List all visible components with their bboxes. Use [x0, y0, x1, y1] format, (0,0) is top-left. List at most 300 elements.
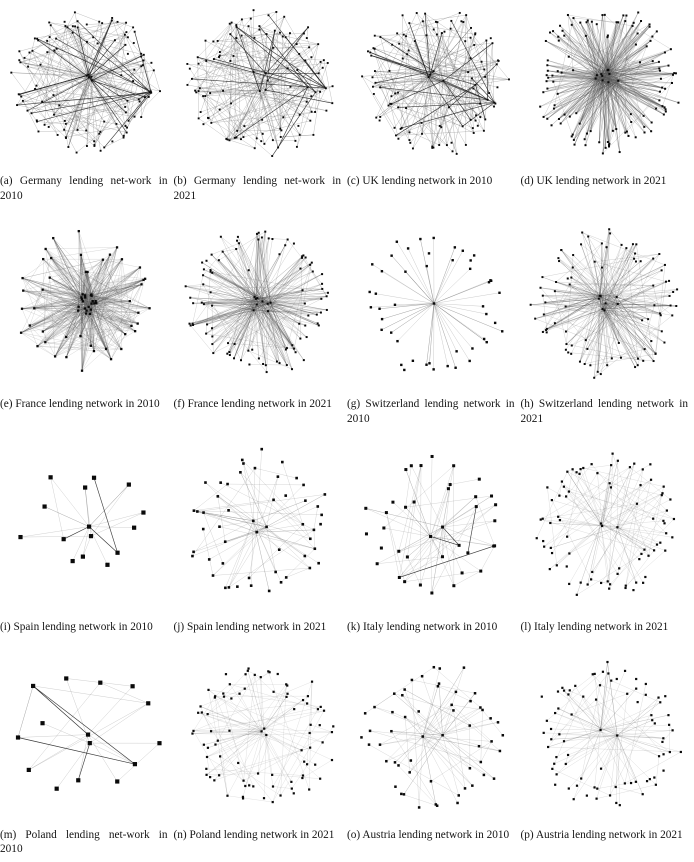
- graph-node: [441, 32, 443, 34]
- graph-node: [651, 719, 653, 721]
- graph-node: [295, 351, 297, 353]
- graph-node: [213, 58, 215, 60]
- graph-node: [669, 295, 671, 297]
- graph-node: [87, 306, 89, 308]
- graph-node: [566, 565, 568, 567]
- graph-node: [608, 672, 610, 674]
- graph-node: [198, 90, 200, 92]
- graph-node: [385, 511, 388, 514]
- graph-node: [567, 277, 569, 279]
- graph-node: [265, 72, 267, 74]
- graph-node: [286, 364, 288, 366]
- caption-e-text: (e) France lending network in 2010: [0, 397, 160, 410]
- graph-node: [436, 34, 438, 36]
- network-panel-n: [174, 654, 348, 819]
- graph-node: [215, 743, 217, 745]
- graph-node: [635, 581, 637, 583]
- caption-m-text: (m) Poland lending net-work in 2010: [0, 828, 168, 856]
- graph-node: [110, 358, 112, 360]
- graph-node: [55, 38, 57, 40]
- graph-node: [65, 356, 67, 358]
- graph-node: [644, 126, 646, 128]
- graph-node: [273, 47, 275, 49]
- graph-node: [303, 483, 306, 486]
- graph-node: [616, 128, 618, 130]
- graph-node: [105, 562, 109, 566]
- graph-node: [111, 17, 113, 19]
- graph-node: [314, 547, 317, 550]
- graph-node: [558, 118, 560, 120]
- graph-node: [240, 359, 242, 361]
- graph-node: [309, 537, 312, 540]
- graph-node: [625, 20, 627, 22]
- graph-node: [563, 485, 565, 487]
- graph-node: [136, 322, 138, 324]
- graph-node: [672, 314, 674, 316]
- graph-node: [609, 583, 611, 585]
- graph-node: [322, 288, 324, 290]
- graph-node: [302, 289, 304, 291]
- graph-node: [456, 801, 459, 804]
- graph-node: [610, 679, 612, 681]
- graph-node: [405, 107, 407, 109]
- graph-node: [607, 660, 609, 662]
- graph-node: [48, 276, 50, 278]
- graph-node: [137, 311, 139, 313]
- graph-node: [469, 699, 472, 702]
- graph-node: [373, 705, 376, 708]
- graph-node: [259, 90, 261, 92]
- graph-node: [546, 331, 548, 333]
- network-panel-k: [347, 446, 521, 611]
- graph-node: [551, 767, 553, 769]
- graph-node: [547, 486, 549, 488]
- graph-node: [298, 323, 300, 325]
- graph-node: [639, 61, 641, 63]
- graph-node: [579, 472, 581, 474]
- graph-node: [141, 510, 145, 514]
- graph-node: [536, 537, 538, 539]
- caption-p: [521, 828, 694, 858]
- graph-node: [479, 103, 481, 105]
- graph-node: [647, 318, 649, 320]
- graph-node: [609, 794, 611, 796]
- graph-node: [429, 74, 431, 76]
- graph-node: [266, 371, 268, 373]
- graph-node: [634, 366, 636, 368]
- graph-node: [579, 360, 581, 362]
- graph-node: [319, 777, 321, 779]
- graph-node: [642, 793, 644, 795]
- graph-node: [609, 482, 611, 484]
- graph-node: [374, 292, 376, 294]
- graph-node: [222, 692, 224, 694]
- graph-node: [304, 499, 307, 502]
- graph-node: [404, 270, 406, 272]
- graph-node: [303, 760, 305, 762]
- graph-node: [265, 89, 267, 91]
- graph-node: [612, 130, 614, 132]
- graph-node: [206, 60, 208, 62]
- graph-node: [441, 525, 444, 528]
- graph-node: [298, 125, 300, 127]
- graph-node: [23, 57, 25, 59]
- graph-node: [132, 525, 136, 529]
- graph-node: [650, 40, 652, 42]
- graph-node: [591, 463, 593, 465]
- graph-node: [635, 260, 637, 262]
- graph-node: [279, 253, 281, 255]
- graph-node: [498, 749, 501, 752]
- network-graph-m: [1, 654, 173, 819]
- graph-node: [540, 287, 542, 289]
- graph-node: [202, 527, 205, 530]
- graph-node: [616, 677, 618, 679]
- network-graph-p: [521, 654, 693, 819]
- graph-node: [72, 25, 74, 27]
- graph-node: [594, 672, 596, 674]
- graph-node: [549, 521, 551, 523]
- graph-node: [303, 33, 305, 35]
- graph-node: [644, 548, 646, 550]
- graph-node: [470, 27, 472, 29]
- graph-node: [39, 64, 41, 66]
- graph-node: [391, 500, 394, 503]
- graph-node: [680, 750, 682, 752]
- graph-node: [617, 80, 619, 82]
- graph-node: [203, 303, 205, 305]
- graph-node: [64, 676, 68, 680]
- graph-node: [127, 482, 131, 486]
- graph-node: [319, 91, 321, 93]
- graph-node: [48, 36, 50, 38]
- graph-node: [81, 369, 83, 371]
- graph-node: [407, 247, 409, 249]
- graph-node: [607, 141, 609, 143]
- graph-node: [94, 300, 96, 302]
- graph-node: [543, 731, 545, 733]
- graph-node: [253, 309, 255, 311]
- graph-node: [266, 525, 269, 528]
- graph-node: [543, 545, 545, 547]
- caption-f-text: (f) France lending network in 2021: [173, 397, 332, 410]
- graph-node: [236, 24, 238, 26]
- graph-node: [53, 114, 55, 116]
- graph-node: [103, 146, 105, 148]
- graph-node: [580, 243, 582, 245]
- graph-node: [201, 711, 203, 713]
- graph-node: [124, 34, 126, 36]
- graph-node: [556, 756, 558, 758]
- graph-node: [304, 324, 306, 326]
- graph-node: [20, 331, 22, 333]
- graph-node: [602, 670, 604, 672]
- graph-node: [93, 350, 95, 352]
- graph-node: [558, 707, 560, 709]
- graph-node: [302, 774, 304, 776]
- graph-node: [571, 24, 573, 26]
- graph-node: [190, 297, 192, 299]
- graph-node: [640, 484, 642, 486]
- graph-node: [635, 677, 637, 679]
- graph-node: [465, 144, 467, 146]
- graph-node: [258, 238, 260, 240]
- graph-node: [433, 29, 435, 31]
- graph-node: [659, 67, 661, 69]
- graph-node: [660, 78, 662, 80]
- graph-node: [559, 519, 561, 521]
- graph-node: [268, 589, 271, 592]
- graph-node: [590, 364, 592, 366]
- graph-node: [314, 111, 316, 113]
- graph-node: [93, 145, 95, 147]
- graph-node: [403, 34, 405, 36]
- graph-node: [585, 339, 587, 341]
- graph-node: [547, 118, 549, 120]
- graph-node: [89, 313, 91, 315]
- network-panel-m: [0, 654, 174, 819]
- graph-node: [290, 86, 292, 88]
- graph-node: [619, 151, 621, 153]
- graph-node: [36, 119, 38, 121]
- graph-node: [478, 744, 481, 747]
- graph-node: [271, 155, 273, 157]
- graph-node: [70, 559, 74, 563]
- network-graph-g: [348, 223, 520, 388]
- graph-node: [326, 110, 328, 112]
- graph-node: [565, 495, 567, 497]
- graph-node: [291, 787, 293, 789]
- graph-node: [276, 11, 278, 13]
- graph-node: [140, 56, 142, 58]
- graph-node: [443, 31, 445, 33]
- graph-node: [581, 231, 583, 233]
- edge-layer: [11, 12, 160, 152]
- graph-node: [229, 729, 231, 731]
- graph-node: [543, 116, 545, 118]
- graph-node: [303, 359, 305, 361]
- graph-node: [665, 532, 667, 534]
- graph-node: [464, 787, 467, 790]
- graph-node: [455, 350, 457, 352]
- graph-node: [132, 26, 134, 28]
- graph-node: [273, 498, 276, 501]
- graph-node: [390, 729, 393, 732]
- caption-f: [174, 397, 348, 427]
- graph-node: [435, 21, 437, 23]
- graph-node: [450, 20, 452, 22]
- graph-node: [86, 145, 88, 147]
- graph-node: [672, 74, 674, 76]
- graph-node: [508, 78, 510, 80]
- graph-node: [664, 549, 666, 551]
- graph-node: [425, 265, 427, 267]
- graph-node: [462, 666, 465, 669]
- graph-node: [21, 277, 23, 279]
- graph-node: [218, 56, 220, 58]
- graph-node: [326, 309, 328, 311]
- graph-node: [438, 667, 441, 670]
- caption-b-text: (b) Germany lending net-work in 2021: [173, 175, 341, 202]
- caption-n: [174, 828, 348, 858]
- graph-node: [205, 767, 207, 769]
- graph-node: [36, 345, 38, 347]
- graph-node: [371, 263, 373, 265]
- graph-node: [645, 576, 647, 578]
- graph-node: [600, 522, 602, 524]
- graph-node: [403, 580, 406, 583]
- graph-node: [261, 730, 263, 732]
- graph-node: [322, 741, 324, 743]
- graph-node: [311, 111, 313, 113]
- graph-node: [217, 739, 219, 741]
- graph-node: [101, 22, 103, 24]
- graph-node: [207, 746, 209, 748]
- graph-node: [559, 733, 561, 735]
- graph-node: [331, 758, 333, 760]
- graph-node: [192, 322, 194, 324]
- graph-node: [248, 576, 251, 579]
- graph-node: [402, 58, 404, 60]
- graph-node: [395, 134, 397, 136]
- graph-node: [569, 116, 571, 118]
- graph-node: [276, 360, 278, 362]
- graph-node: [469, 37, 471, 39]
- graph-node: [419, 464, 422, 467]
- graph-node: [668, 65, 670, 67]
- graph-node: [127, 120, 129, 122]
- graph-node: [379, 36, 381, 38]
- graph-node: [89, 534, 93, 538]
- graph-node: [600, 373, 602, 375]
- graph-node: [211, 327, 213, 329]
- graph-node: [419, 583, 422, 586]
- graph-node: [231, 22, 233, 24]
- graph-node: [420, 122, 422, 124]
- graph-node: [640, 20, 642, 22]
- graph-node: [300, 337, 302, 339]
- graph-node: [58, 104, 60, 106]
- graph-node: [222, 562, 225, 565]
- graph-node: [233, 55, 235, 57]
- graph-node: [630, 121, 632, 123]
- graph-node: [274, 30, 276, 32]
- graph-node: [421, 133, 423, 135]
- graph-node: [493, 519, 496, 522]
- caption-b: [174, 174, 348, 204]
- graph-node: [293, 792, 295, 794]
- graph-node: [573, 798, 575, 800]
- graph-node: [586, 133, 588, 135]
- graph-node: [652, 36, 654, 38]
- graph-node: [214, 696, 216, 698]
- graph-node: [602, 79, 604, 81]
- graph-node: [389, 103, 391, 105]
- graph-node: [572, 266, 574, 268]
- graph-node: [320, 311, 322, 313]
- graph-node: [607, 69, 609, 71]
- graph-node: [31, 683, 35, 687]
- graph-node: [618, 342, 620, 344]
- caption-h: [521, 397, 694, 427]
- graph-node: [370, 55, 372, 57]
- graph-node: [557, 515, 559, 517]
- graph-node: [332, 725, 334, 727]
- graph-node: [209, 92, 211, 94]
- graph-node: [84, 296, 86, 298]
- graph-node: [248, 25, 250, 27]
- graph-node: [591, 570, 593, 572]
- graph-node: [582, 467, 584, 469]
- graph-node: [204, 481, 207, 484]
- graph-node: [427, 76, 429, 78]
- graph-node: [498, 291, 500, 293]
- graph-node: [234, 343, 236, 345]
- graph-node: [601, 242, 603, 244]
- graph-node: [496, 63, 498, 65]
- graph-node: [79, 335, 81, 337]
- graph-node: [380, 328, 382, 330]
- graph-node: [466, 551, 469, 554]
- graph-node: [42, 504, 46, 508]
- graph-node: [474, 692, 477, 695]
- graph-node: [546, 719, 548, 721]
- graph-node: [74, 25, 76, 27]
- graph-node: [565, 762, 567, 764]
- graph-node: [248, 784, 250, 786]
- graph-node: [248, 667, 250, 669]
- graph-node: [54, 786, 58, 790]
- graph-node: [22, 289, 24, 291]
- graph-node: [669, 750, 671, 752]
- graph-node: [229, 683, 231, 685]
- graph-node: [665, 280, 667, 282]
- graph-node: [219, 755, 221, 757]
- graph-node: [550, 738, 552, 740]
- graph-node: [460, 571, 463, 574]
- graph-node: [102, 258, 104, 260]
- graph-node: [299, 114, 301, 116]
- graph-node: [270, 302, 272, 304]
- graph-node: [604, 14, 606, 16]
- caption-row-1: [0, 174, 694, 204]
- graph-node: [103, 121, 105, 123]
- graph-node: [254, 673, 256, 675]
- graph-node: [77, 309, 79, 311]
- graph-node: [436, 804, 439, 807]
- graph-node: [649, 23, 651, 25]
- graph-node: [480, 61, 482, 63]
- graph-node: [211, 253, 213, 255]
- graph-node: [144, 96, 146, 98]
- graph-node: [75, 152, 77, 154]
- graph-node: [250, 18, 252, 20]
- graph-node: [193, 509, 196, 512]
- graph-node: [374, 70, 376, 72]
- graph-node: [56, 134, 58, 136]
- graph-node: [610, 486, 612, 488]
- graph-node: [380, 270, 382, 272]
- graph-node: [661, 87, 663, 89]
- caption-h-text: (h) Switzerland lending network in 2021: [520, 397, 688, 425]
- graph-node: [604, 309, 606, 311]
- graph-node: [424, 13, 426, 15]
- graph-node: [85, 130, 87, 132]
- graph-node: [563, 689, 565, 691]
- network-panel-h: [521, 223, 694, 388]
- graph-node: [203, 123, 205, 125]
- graph-node: [44, 341, 46, 343]
